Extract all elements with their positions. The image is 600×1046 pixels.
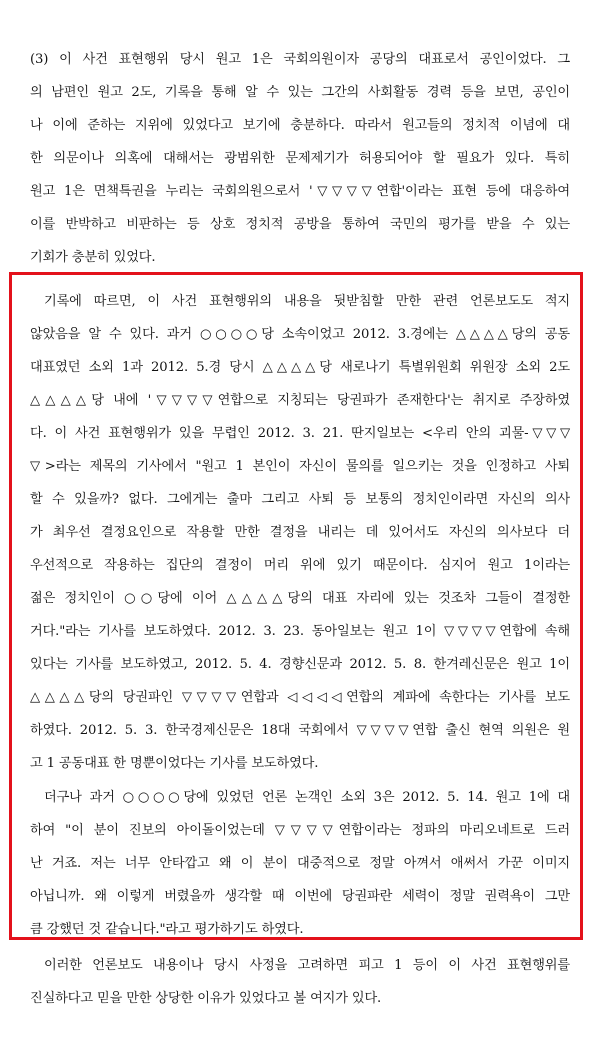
text-line: 더구나 과거 ○○○○당에 있었던 언론 논객인 소외 3은 2012. 5. 14. 원고 1에 대 [44, 790, 570, 805]
text-line: 난 거죠. 저는 너무 안타깝고 왜 이 분이 대중적으로 정말 아껴서 애써서 가꾼 이미지 [30, 856, 570, 871]
text-line: 한 의문이나 의혹에 대해서는 광범위한 문제제기가 허용되어야 할 필요가 있다. 특히 [30, 151, 570, 166]
text-line: 다. 이 사건 표현행위가 있을 무렵인 2012. 3. 21. 딴지일보는 <우리 안의 괴물-▽▽▽ [30, 426, 570, 441]
text-line: 의 남편인 원고 2도, 기록을 통해 알 수 있는 그간의 사회활동 경력 등을 보면, 공인이 [30, 85, 570, 100]
paragraph-press-reports [30, 285, 570, 780]
text-line: 나 이에 준하는 지위에 있었다고 보기에 충분하다. 따라서 원고들의 정치적 이념에 대 [30, 118, 570, 133]
text-line: 아닙니까. 왜 이렇게 버렸을까 생각할 때 이번에 당권파란 세력이 정말 권력욕이 그만 [30, 889, 570, 904]
text-line: 가 최우선 결정요인으로 작용할 만한 결정을 내리는 데 있어서도 자신의 의사보다 더 [30, 525, 570, 540]
text-line: 이를 반박하고 비판하는 등 상호 정치적 공방을 통하여 국민의 평가를 받을 수 있는 [30, 217, 570, 232]
text-line: 큼 강했던 것 같습니다."라고 평가하기도 하였다. [30, 922, 304, 937]
text-line: 이러한 언론보도 내용이나 당시 사정을 고려하면 피고 1 등이 이 사건 표현행위를 [44, 958, 570, 973]
text-line: 기회가 충분히 있었다. [30, 250, 156, 265]
text-line: ▽>라는 제목의 기사에서 "원고 1 본인이 자신이 물의를 일으키는 것을 인정하고 사퇴 [30, 459, 570, 474]
text-line: 고 1 공동대표 한 명뿐이었다는 기사를 보도하였다. [30, 756, 319, 771]
paragraph-conclusion [30, 949, 570, 1015]
text-line: 젊은 정치인이 ○○당에 이어 △△△△당의 대표 자리에 있는 것조차 그들이 결정한 [30, 591, 570, 606]
text-line: 있다는 기사를 보도하였고, 2012. 5. 4. 경향신문과 2012. 5. 8. 한겨레신문은 원고 1이 [30, 657, 570, 672]
text-line: 않았음을 알 수 있다. 과거 ○○○○당 소속이었고 2012. 3.경에는 △△△△당의 공동 [30, 327, 570, 342]
text-line: 기록에 따르면, 이 사건 표현행위의 내용을 뒷받침할 만한 관련 언론보도도 적지 [44, 294, 570, 309]
text-line: 대표였던 소외 1과 2012. 5.경 당시 △△△△당 새로나기 특별위원회 위원장 소외 2도 [30, 360, 570, 375]
text-line: 할 수 있을까? 없다. 그에게는 출마 그리고 사퇴 등 보통의 정치인이라면 자신의 의사 [30, 492, 570, 507]
text-line: 우선적으로 작용하는 집단의 결정이 머리 위에 있기 때문이다. 심지어 원고 1이라는 [30, 558, 570, 573]
text-line: △△△△당의 당권파인 ▽▽▽▽연합과 ◁◁◁◁연합의 계파에 속한다는 기사를 보도 [30, 690, 570, 705]
text-line: △△△△당 내에 '▽▽▽▽연합으로 지칭되는 당권파가 존재한다'는 취지로 주장하였 [30, 393, 570, 408]
text-line: 하여 "이 분이 진보의 아이돌이었는데 ▽▽▽▽연합이라는 정파의 마리오네트로 드러 [30, 823, 570, 838]
text-line: 거다."라는 기사를 보도하였다. 2012. 3. 23. 동아일보는 원고 1이 ▽▽▽▽연합에 속해 [30, 624, 570, 639]
text-line: 하였다. 2012. 5. 3. 한국경제신문은 18대 국회에서 ▽▽▽▽연합 출신 현역 의원은 원 [30, 723, 570, 738]
text-line: 원고 1은 면책특권을 누리는 국회의원으로서 '▽▽▽▽연합'이라는 표현 등에 대응하여 [30, 184, 570, 199]
paragraph-commentator-quote [30, 781, 570, 946]
text-line: (3) 이 사건 표현행위 당시 원고 1은 국회의원이자 공당의 대표로서 공인이었다. 그 [30, 52, 570, 67]
text-line: 진실하다고 믿을 만한 상당한 이유가 있었다고 볼 여지가 있다. [30, 991, 382, 1006]
paragraph-public-figure [30, 43, 570, 274]
